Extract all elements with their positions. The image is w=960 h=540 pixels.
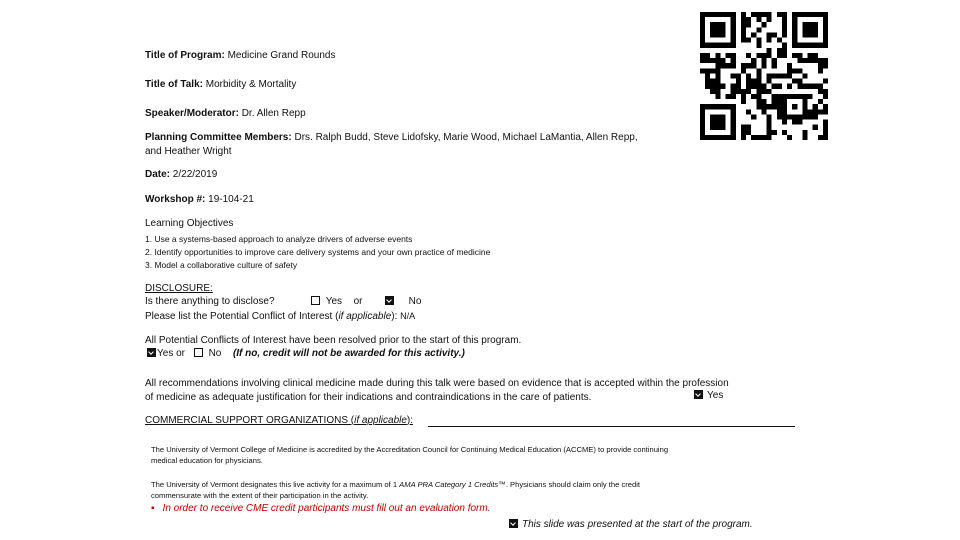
- designation-text-b: . Physicians should claim only the credit: [505, 480, 641, 489]
- program-title-row: [145, 50, 335, 62]
- program-label: Title of Program:: [145, 50, 225, 61]
- conflict-list-italic: if applicable: [338, 311, 392, 322]
- presented-text: This slide was presented at the start of the program.: [522, 519, 753, 530]
- date-label: Date:: [145, 169, 171, 180]
- presented-checkbox[interactable]: [509, 519, 518, 528]
- talk-value: Morbidity & Mortality: [202, 79, 297, 90]
- disclosure-yes-label: Yes: [325, 296, 343, 307]
- recommendations-line-1: All recommendations involving clinical medicine made during this talk were based on evidence that is accepted within the profession: [145, 378, 729, 389]
- conflicts-yes-label: Yes: [157, 348, 174, 359]
- conflict-list-value: N/A: [400, 311, 416, 321]
- recommendations-yes-label: Yes: [707, 390, 724, 401]
- speaker-value: Dr. Allen Repp: [238, 108, 306, 119]
- commercial-label-text: COMMERCIAL SUPPORT ORGANIZATIONS (: [145, 415, 355, 426]
- disclosure-yes-checkbox[interactable]: [311, 296, 320, 305]
- conflicts-resolved-row: [147, 348, 465, 360]
- objective-item: 2. Identify opportunities to improve care delivery systems and your own practice of medicine: [145, 247, 491, 257]
- planning-row-2: and Heather Wright: [145, 146, 232, 157]
- recommendations-yes-checkbox[interactable]: [694, 390, 703, 399]
- workshop-value: 19-104-21: [205, 194, 254, 205]
- talk-label: Title of Talk:: [145, 79, 203, 90]
- program-value: Medicine Grand Rounds: [224, 50, 336, 61]
- conflicts-resolved-line: All Potential Conflicts of Interest have been resolved prior to the start of this program.: [145, 335, 522, 346]
- date-value: 2/22/2019: [170, 169, 218, 180]
- accreditation-line-2: medical education for physicians.: [151, 456, 263, 465]
- workshop-label: Workshop #:: [145, 194, 206, 205]
- conflict-list-label: Please list the Potential Conflict of Interest (: [145, 311, 339, 322]
- disclosure-question: Is there anything to disclose?: [145, 296, 275, 307]
- objectives-heading: Learning Objectives: [145, 218, 234, 229]
- disclosure-no-checkbox[interactable]: [385, 296, 394, 305]
- recommendations-yes-row: [694, 390, 723, 402]
- commercial-label-end: ):: [406, 415, 414, 426]
- evaluation-text: In order to receive CME credit participants must fill out an evaluation form.: [162, 503, 491, 514]
- objective-item: 1. Use a systems-based approach to analyze drivers of adverse events: [145, 234, 413, 244]
- commercial-support-row: [145, 415, 413, 427]
- presented-notice: [509, 519, 753, 531]
- speaker-label: Speaker/Moderator:: [145, 108, 239, 119]
- planning-label: Planning Committee Members:: [145, 132, 292, 143]
- disclosure-question-row: [145, 296, 421, 308]
- designation-line-1: [151, 480, 640, 489]
- disclosure-or-label: or: [353, 296, 363, 307]
- commercial-support-label: [145, 415, 413, 426]
- planning-row: [145, 132, 638, 144]
- objective-item: 3. Model a collaborative culture of safety: [145, 260, 298, 270]
- designation-text-a: The University of Vermont designates this live activity for a maximum of 1: [151, 480, 400, 489]
- disclosure-no-label: No: [408, 296, 422, 307]
- bullet-icon: ▪: [151, 503, 155, 514]
- talk-title-row: [145, 79, 296, 91]
- speaker-row: [145, 108, 306, 120]
- accreditation-line-1: The University of Vermont College of Medicine is accredited by the Accreditation Council for Continuing Medical Education (ACCME) to provide continuing: [151, 445, 669, 454]
- designation-line-2: commensurate with the extent of their participation in the activity.: [151, 491, 369, 500]
- qr-code-icon: [700, 12, 828, 140]
- conflict-list-end: ):: [391, 311, 401, 322]
- conflict-list-row: [145, 311, 415, 323]
- commercial-support-field[interactable]: [428, 426, 795, 427]
- date-row: [145, 169, 217, 181]
- conflicts-no-checkbox[interactable]: [194, 348, 203, 357]
- workshop-row: [145, 194, 254, 206]
- disclosure-heading: DISCLOSURE:: [145, 283, 213, 294]
- conflicts-no-label: No: [208, 348, 222, 359]
- conflicts-or-label: or: [176, 348, 186, 359]
- conflicts-note: (If no, credit will not be awarded for this activity.): [232, 348, 465, 359]
- evaluation-notice: [151, 503, 490, 515]
- designation-credits: AMA PRA Category 1 Credits™: [399, 480, 506, 489]
- conflicts-yes-checkbox[interactable]: [147, 348, 156, 357]
- planning-value: Drs. Ralph Budd, Steve Lidofsky, Marie Wood, Michael LaMantia, Allen Repp,: [291, 132, 638, 143]
- recommendations-line-2: of medicine as adequate justification for their indications and contraindications in the care of patients.: [145, 392, 592, 403]
- commercial-label-italic: if applicable: [354, 415, 407, 426]
